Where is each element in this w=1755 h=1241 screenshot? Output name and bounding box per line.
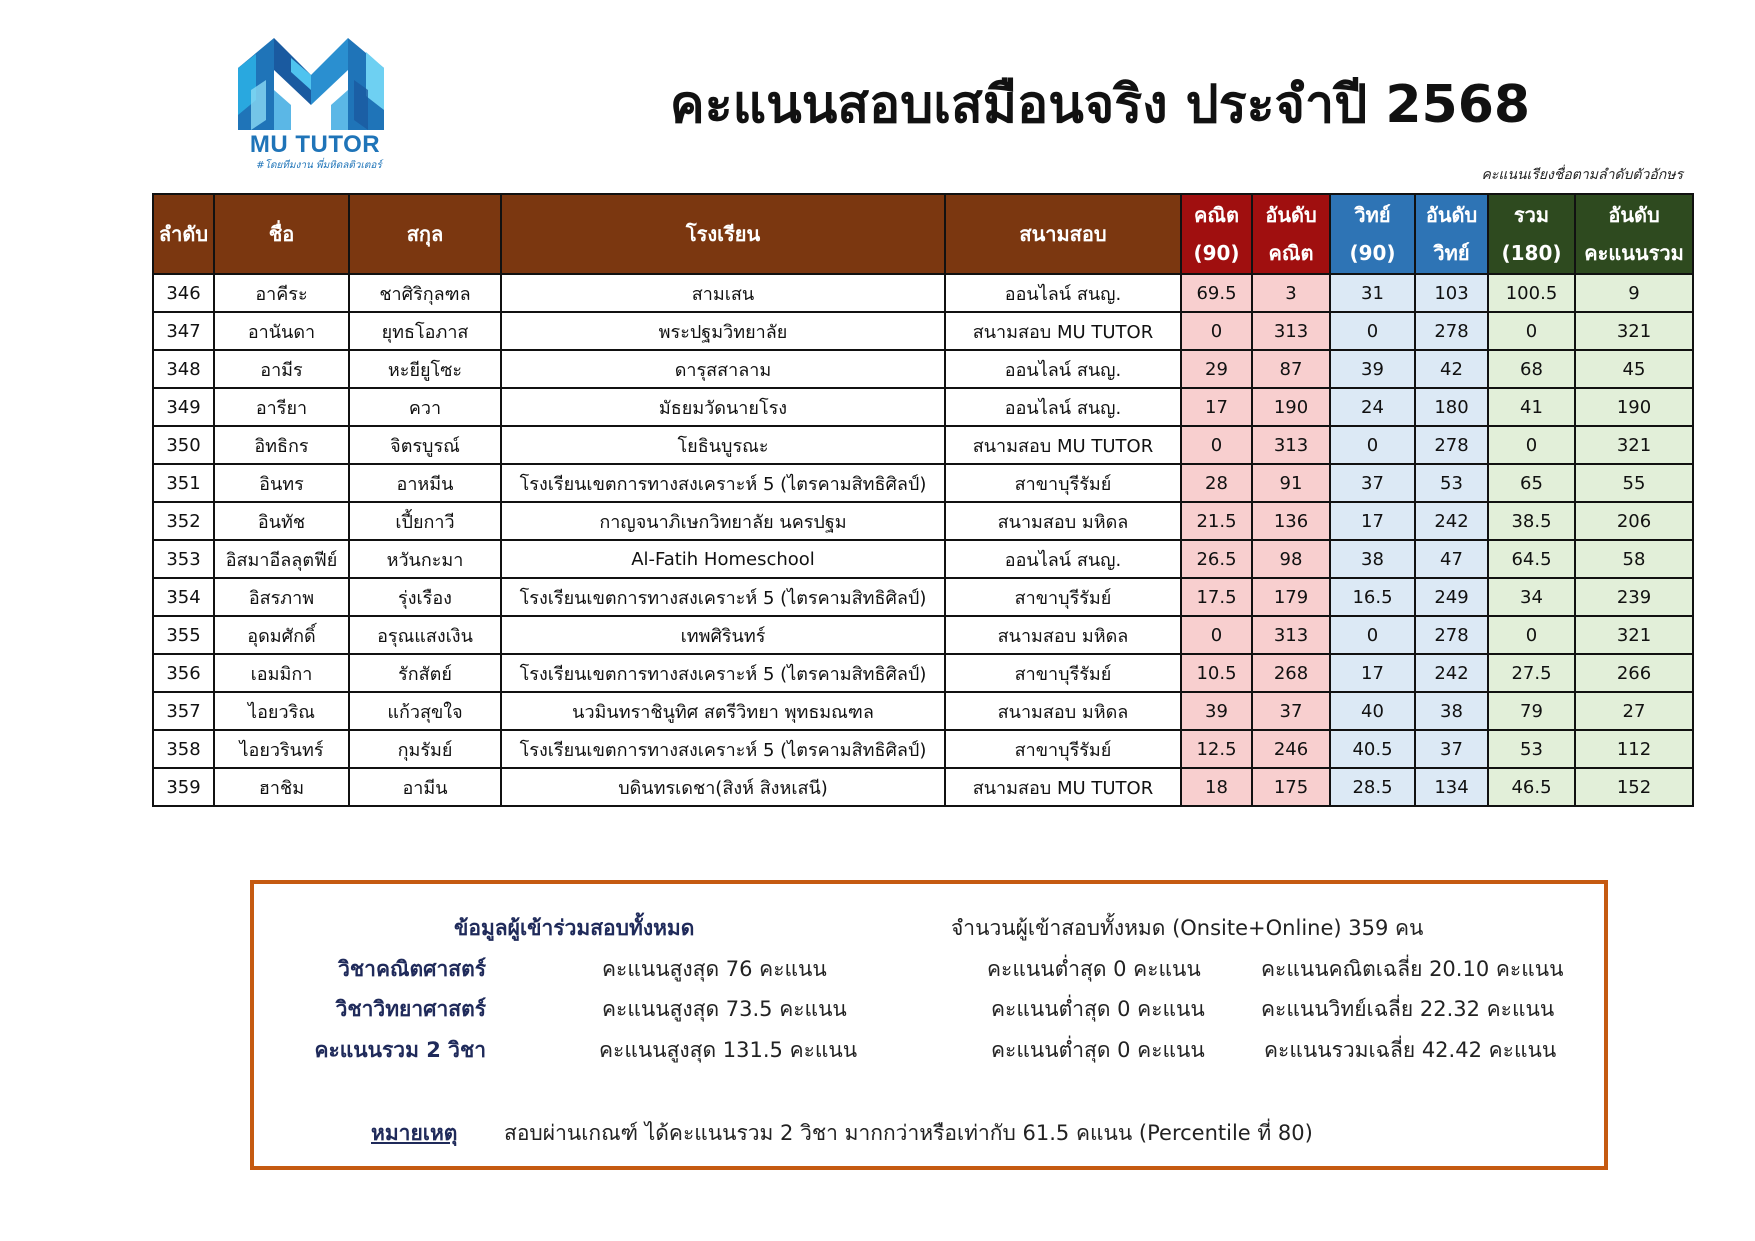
cell-first-name: ฮาชิม (214, 768, 349, 806)
page-title: คะแนนสอบเสมือนจริง ประจำปี 2568 (669, 75, 1531, 135)
cell-total-score: 100.5 (1488, 274, 1575, 312)
cell-science-score: 39 (1330, 350, 1415, 388)
cell-school: ดารุสสาลาม (501, 350, 945, 388)
cell-science-rank: 37 (1415, 730, 1488, 768)
cell-last-name: กุมรัมย์ (349, 730, 501, 768)
cell-school: มัธยมวัดนายโรง (501, 388, 945, 426)
cell-last-name: หวันกะมา (349, 540, 501, 578)
cell-order: 356 (153, 654, 214, 692)
cell-math-score: 10.5 (1181, 654, 1252, 692)
cell-science-rank: 278 (1415, 312, 1488, 350)
cell-exam-site: ออนไลน์ สนญ. (945, 350, 1181, 388)
cell-total-score: 0 (1488, 312, 1575, 350)
cell-total-rank: 239 (1575, 578, 1693, 616)
cell-first-name: อาคีระ (214, 274, 349, 312)
cell-total-score: 53 (1488, 730, 1575, 768)
table-row (153, 578, 1693, 616)
cell-first-name: อินทร (214, 464, 349, 502)
header-school: โรงเรียน (501, 194, 945, 274)
cell-math-rank: 91 (1252, 464, 1330, 502)
cell-science-score: 31 (1330, 274, 1415, 312)
cell-order: 351 (153, 464, 214, 502)
total-avg: คะแนนรวมเฉลี่ย 42.42 คะแนน (1264, 1038, 1557, 1062)
summary-box (250, 880, 1608, 1170)
table-row (153, 426, 1693, 464)
cell-total-score: 0 (1488, 426, 1575, 464)
note-text: สอบผ่านเกณฑ์ ได้คะแนนรวม 2 วิชา มากกว่าหรือเท่ากับ 61.5 คแนน (Percentile ที่ 80) (504, 1121, 1313, 1145)
cell-science-score: 0 (1330, 312, 1415, 350)
header-first-name: ชื่อ (214, 194, 349, 274)
cell-school: โยธินบูรณะ (501, 426, 945, 464)
cell-science-score: 28.5 (1330, 768, 1415, 806)
logo-mark-icon (236, 30, 386, 130)
cell-school: บดินทรเดชา(สิงห์ สิงหเสนี) (501, 768, 945, 806)
cell-science-rank: 42 (1415, 350, 1488, 388)
cell-math-rank: 87 (1252, 350, 1330, 388)
cell-last-name: อาหมีน (349, 464, 501, 502)
cell-math-score: 69.5 (1181, 274, 1252, 312)
cell-math-rank: 246 (1252, 730, 1330, 768)
cell-first-name: อารียา (214, 388, 349, 426)
cell-science-rank: 180 (1415, 388, 1488, 426)
cell-last-name: ชาศิริกุลฑล (349, 274, 501, 312)
cell-total-rank: 58 (1575, 540, 1693, 578)
table-row (153, 464, 1693, 502)
cell-order: 350 (153, 426, 214, 464)
cell-last-name: เปี้ยกาวี (349, 502, 501, 540)
cell-science-score: 17 (1330, 502, 1415, 540)
cell-math-score: 18 (1181, 768, 1252, 806)
cell-first-name: ไอยวรินทร์ (214, 730, 349, 768)
cell-exam-site: สนามสอบ มหิดล (945, 692, 1181, 730)
cell-last-name: รักสัตย์ (349, 654, 501, 692)
cell-total-score: 68 (1488, 350, 1575, 388)
cell-math-score: 28 (1181, 464, 1252, 502)
cell-total-rank: 321 (1575, 616, 1693, 654)
cell-math-rank: 268 (1252, 654, 1330, 692)
cell-first-name: อินทัช (214, 502, 349, 540)
scores-table (152, 193, 1694, 807)
cell-science-rank: 53 (1415, 464, 1488, 502)
cell-exam-site: สาขาบุรีรัมย์ (945, 654, 1181, 692)
cell-last-name: อามีน (349, 768, 501, 806)
cell-math-score: 17.5 (1181, 578, 1252, 616)
cell-school: โรงเรียนเขตการทางสงเคราะห์ 5 (ไตรคามสิทธิศิลป์) (501, 730, 945, 768)
cell-order: 348 (153, 350, 214, 388)
cell-science-score: 40.5 (1330, 730, 1415, 768)
header-total-score: รวม (180) (1488, 194, 1575, 274)
table-row (153, 388, 1693, 426)
header-total-rank: อันดับ คะแนนรวม (1575, 194, 1693, 274)
table-row (153, 730, 1693, 768)
header-science-rank: อันดับ วิทย์ (1415, 194, 1488, 274)
cell-math-rank: 136 (1252, 502, 1330, 540)
cell-total-rank: 27 (1575, 692, 1693, 730)
cell-school: พระปฐมวิทยาลัย (501, 312, 945, 350)
cell-school: นวมินทราชินูทิศ สตรีวิทยา พุทธมณฑล (501, 692, 945, 730)
cell-order: 353 (153, 540, 214, 578)
header-science-score: วิทย์ (90) (1330, 194, 1415, 274)
cell-school: กาญจนาภิเษกวิทยาลัย นครปฐม (501, 502, 945, 540)
cell-math-rank: 37 (1252, 692, 1330, 730)
cell-exam-site: ออนไลน์ สนญ. (945, 540, 1181, 578)
cell-science-rank: 242 (1415, 502, 1488, 540)
cell-last-name: อรุณแสงเงิน (349, 616, 501, 654)
cell-science-rank: 278 (1415, 426, 1488, 464)
table-header-row (153, 194, 1693, 274)
cell-last-name: แก้วสุขใจ (349, 692, 501, 730)
math-min: คะแนนต่ำสุด 0 คะแนน (987, 957, 1201, 981)
cell-first-name: ไอยวริณ (214, 692, 349, 730)
summary-heading: ข้อมูลผู้เข้าร่วมสอบทั้งหมด (454, 916, 695, 940)
cell-science-score: 38 (1330, 540, 1415, 578)
cell-math-rank: 190 (1252, 388, 1330, 426)
cell-science-score: 0 (1330, 426, 1415, 464)
cell-last-name: ยุทธโอภาส (349, 312, 501, 350)
cell-exam-site: ออนไลน์ สนญ. (945, 274, 1181, 312)
table-row (153, 274, 1693, 312)
science-avg: คะแนนวิทย์เฉลี่ย 22.32 คะแนน (1261, 997, 1555, 1021)
cell-math-score: 21.5 (1181, 502, 1252, 540)
cell-first-name: อิสมาอีลลุตฟีย์ (214, 540, 349, 578)
cell-math-score: 26.5 (1181, 540, 1252, 578)
cell-exam-site: ออนไลน์ สนญ. (945, 388, 1181, 426)
cell-school: เทพศิรินทร์ (501, 616, 945, 654)
cell-order: 358 (153, 730, 214, 768)
cell-school: โรงเรียนเขตการทางสงเคราะห์ 5 (ไตรคามสิทธิศิลป์) (501, 464, 945, 502)
logo-tagline: #โดยทีมงาน พี่มหิดลติวเตอร์ (256, 160, 382, 171)
cell-math-score: 0 (1181, 426, 1252, 464)
cell-exam-site: สาขาบุรีรัมย์ (945, 730, 1181, 768)
cell-math-rank: 313 (1252, 426, 1330, 464)
header-last-name: สกุล (349, 194, 501, 274)
cell-exam-site: สนามสอบ MU TUTOR (945, 768, 1181, 806)
cell-total-rank: 55 (1575, 464, 1693, 502)
cell-total-score: 0 (1488, 616, 1575, 654)
cell-first-name: อุดมศักดิ์ (214, 616, 349, 654)
cell-first-name: อามีร (214, 350, 349, 388)
summary-participants: จำนวนผู้เข้าสอบทั้งหมด (Onsite+Online) 359 คน (951, 916, 1424, 940)
cell-science-rank: 134 (1415, 768, 1488, 806)
cell-science-rank: 38 (1415, 692, 1488, 730)
cell-first-name: อิสรภาพ (214, 578, 349, 616)
cell-total-rank: 152 (1575, 768, 1693, 806)
cell-total-rank: 190 (1575, 388, 1693, 426)
cell-total-rank: 206 (1575, 502, 1693, 540)
cell-total-score: 64.5 (1488, 540, 1575, 578)
cell-math-rank: 179 (1252, 578, 1330, 616)
scores-table-body (153, 274, 1693, 806)
table-row (153, 350, 1693, 388)
cell-first-name: อานันดา (214, 312, 349, 350)
cell-science-score: 0 (1330, 616, 1415, 654)
cell-science-rank: 278 (1415, 616, 1488, 654)
cell-last-name: ควา (349, 388, 501, 426)
cell-order: 347 (153, 312, 214, 350)
math-max: คะแนนสูงสุด 76 คะแนน (602, 957, 827, 981)
cell-science-score: 37 (1330, 464, 1415, 502)
cell-math-rank: 313 (1252, 616, 1330, 654)
cell-exam-site: สนามสอบ MU TUTOR (945, 312, 1181, 350)
cell-total-score: 41 (1488, 388, 1575, 426)
cell-school: Al-Fatih Homeschool (501, 540, 945, 578)
cell-total-score: 38.5 (1488, 502, 1575, 540)
cell-last-name: จิตรบูรณ์ (349, 426, 501, 464)
cell-total-score: 34 (1488, 578, 1575, 616)
total-label: คะแนนรวม 2 วิชา (314, 1038, 486, 1062)
science-max: คะแนนสูงสุด 73.5 คะแนน (602, 997, 847, 1021)
cell-total-rank: 112 (1575, 730, 1693, 768)
cell-order: 346 (153, 274, 214, 312)
cell-order: 354 (153, 578, 214, 616)
cell-science-score: 17 (1330, 654, 1415, 692)
note-label: หมายเหตุ (371, 1121, 458, 1145)
table-row (153, 654, 1693, 692)
cell-science-score: 16.5 (1330, 578, 1415, 616)
sort-note: คะแนนเรียงชื่อตามลำดับตัวอักษร (1481, 167, 1683, 183)
cell-math-score: 29 (1181, 350, 1252, 388)
cell-science-rank: 103 (1415, 274, 1488, 312)
table-row (153, 768, 1693, 806)
cell-order: 357 (153, 692, 214, 730)
cell-total-rank: 45 (1575, 350, 1693, 388)
total-min: คะแนนต่ำสุด 0 คะแนน (991, 1038, 1205, 1062)
cell-exam-site: สาขาบุรีรัมย์ (945, 578, 1181, 616)
cell-first-name: อิทธิกร (214, 426, 349, 464)
cell-math-score: 0 (1181, 312, 1252, 350)
header-math-rank: อันดับ คณิต (1252, 194, 1330, 274)
cell-total-rank: 266 (1575, 654, 1693, 692)
cell-math-rank: 175 (1252, 768, 1330, 806)
cell-total-rank: 9 (1575, 274, 1693, 312)
mu-tutor-logo (236, 30, 396, 180)
math-avg: คะแนนคณิตเฉลี่ย 20.10 คะแนน (1261, 957, 1564, 981)
cell-math-rank: 313 (1252, 312, 1330, 350)
cell-school: โรงเรียนเขตการทางสงเคราะห์ 5 (ไตรคามสิทธิศิลป์) (501, 654, 945, 692)
cell-total-score: 46.5 (1488, 768, 1575, 806)
cell-order: 349 (153, 388, 214, 426)
cell-first-name: เอมมิกา (214, 654, 349, 692)
header-order: ลำดับ (153, 194, 214, 274)
cell-total-score: 65 (1488, 464, 1575, 502)
cell-last-name: หะยียูโซะ (349, 350, 501, 388)
cell-total-rank: 321 (1575, 312, 1693, 350)
cell-exam-site: สนามสอบ MU TUTOR (945, 426, 1181, 464)
cell-school: โรงเรียนเขตการทางสงเคราะห์ 5 (ไตรคามสิทธิศิลป์) (501, 578, 945, 616)
cell-exam-site: สนามสอบ มหิดล (945, 616, 1181, 654)
cell-last-name: รุ่งเรือง (349, 578, 501, 616)
cell-math-rank: 3 (1252, 274, 1330, 312)
cell-exam-site: สนามสอบ มหิดล (945, 502, 1181, 540)
cell-total-score: 27.5 (1488, 654, 1575, 692)
table-row (153, 502, 1693, 540)
cell-math-score: 12.5 (1181, 730, 1252, 768)
cell-total-rank: 321 (1575, 426, 1693, 464)
cell-math-score: 17 (1181, 388, 1252, 426)
cell-order: 359 (153, 768, 214, 806)
cell-science-rank: 47 (1415, 540, 1488, 578)
cell-order: 352 (153, 502, 214, 540)
cell-order: 355 (153, 616, 214, 654)
table-row (153, 540, 1693, 578)
science-label: วิชาวิทยาศาสตร์ (335, 997, 486, 1021)
table-row (153, 616, 1693, 654)
header-math-score: คณิต (90) (1181, 194, 1252, 274)
cell-science-score: 24 (1330, 388, 1415, 426)
table-row (153, 312, 1693, 350)
cell-school: สามเสน (501, 274, 945, 312)
cell-science-rank: 249 (1415, 578, 1488, 616)
table-row (153, 692, 1693, 730)
science-min: คะแนนต่ำสุด 0 คะแนน (991, 997, 1205, 1021)
header-exam-site: สนามสอบ (945, 194, 1181, 274)
cell-science-score: 40 (1330, 692, 1415, 730)
cell-math-score: 0 (1181, 616, 1252, 654)
cell-science-rank: 242 (1415, 654, 1488, 692)
logo-brand-text: MU TUTOR (249, 131, 381, 158)
cell-math-rank: 98 (1252, 540, 1330, 578)
total-max: คะแนนสูงสุด 131.5 คะแนน (599, 1038, 858, 1062)
cell-total-score: 79 (1488, 692, 1575, 730)
math-label: วิชาคณิตศาสตร์ (338, 957, 486, 981)
cell-math-score: 39 (1181, 692, 1252, 730)
cell-exam-site: สาขาบุรีรัมย์ (945, 464, 1181, 502)
